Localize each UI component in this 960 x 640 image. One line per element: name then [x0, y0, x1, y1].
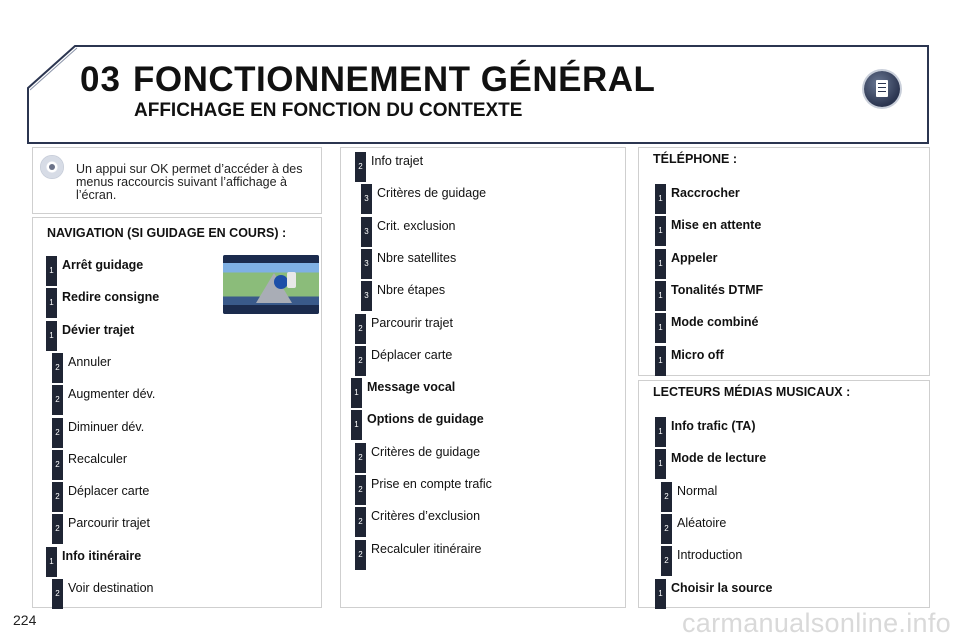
menu-item-label: Raccrocher [671, 186, 740, 200]
menu-item-label: Nbre satellites [377, 250, 457, 265]
menu-item-label: Mode combiné [671, 315, 759, 330]
menu-item [52, 450, 322, 480]
media-players-panel [638, 380, 930, 608]
menu-item [655, 249, 925, 279]
menu-level-badge: 1 [655, 346, 666, 376]
menu-item [355, 314, 625, 344]
menu-item-label: Diminuer dév. [68, 419, 145, 434]
menu-item-label: Augmenter dév. [68, 387, 156, 402]
menu-item [655, 184, 925, 214]
menu-item-label: Message vocal [367, 380, 456, 395]
menu-item [361, 281, 631, 311]
menu-item [52, 514, 322, 544]
menu-item [52, 482, 322, 512]
telephone-title: TÉLÉPHONE : [653, 152, 738, 166]
menu-item-label: Voir destination [68, 581, 154, 595]
menu-item-label: Critères d’exclusion [371, 509, 481, 524]
menu-level-badge: 1 [655, 417, 666, 447]
menu-item [355, 346, 625, 376]
menu-level-badge: 3 [361, 281, 372, 311]
menu-item-label: Annuler [68, 354, 112, 369]
menu-level-badge: 3 [361, 217, 372, 247]
menu-item-label: Déplacer carte [371, 347, 453, 362]
menu-item [46, 256, 316, 286]
menu-item [355, 540, 625, 570]
menu-item [52, 353, 322, 383]
chapter-number: 03 [80, 60, 121, 99]
menu-item [361, 249, 631, 279]
menu-level-badge: 2 [355, 152, 366, 182]
menu-item-label: Déplacer carte [68, 484, 150, 499]
menu-item [355, 475, 625, 505]
guidance-options-panel [340, 147, 626, 608]
menu-item-label: Parcourir trajet [371, 315, 453, 330]
tip-box [32, 147, 322, 214]
menu-level-badge: 1 [655, 449, 666, 479]
menu-item [46, 321, 316, 351]
chapter-title: FONCTIONNEMENT GÉNÉRAL [133, 60, 656, 99]
menu-level-badge: 2 [52, 418, 63, 448]
menu-item-label: Info itinéraire [62, 548, 142, 563]
menu-item [52, 579, 322, 609]
menu-item [355, 152, 625, 182]
menu-level-badge: 2 [52, 579, 63, 609]
menu-level-badge: 1 [46, 321, 57, 351]
menu-level-badge: 1 [351, 378, 362, 408]
menu-level-badge: 1 [46, 288, 57, 318]
menu-level-badge: 2 [355, 443, 366, 473]
menu-item [655, 313, 925, 343]
tip-text: Un appui sur OK permet d’accéder à des menus raccourcis suivant l’affichage à l’écran. [76, 162, 303, 202]
media-title: LECTEURS MÉDIAS MUSICAUX : [653, 385, 851, 399]
menu-level-badge: 1 [655, 313, 666, 343]
menu-item [655, 417, 925, 447]
menu-item-label: Mise en attente [671, 218, 762, 233]
book-icon [864, 71, 900, 107]
menu-item [355, 507, 625, 537]
menu-level-badge: 2 [52, 385, 63, 415]
menu-item-label: Critères de guidage [371, 444, 481, 459]
chapter-subtitle: AFFICHAGE EN FONCTION DU CONTEXTE [134, 100, 523, 121]
menu-level-badge: 3 [361, 184, 372, 214]
menu-item-label: Choisir la source [671, 580, 773, 595]
menu-item-label: Mode de lecture [671, 451, 767, 466]
menu-item-label: Dévier trajet [62, 322, 135, 337]
menu-item [655, 281, 925, 311]
menu-item-label: Recalculer [68, 451, 128, 466]
menu-item-label: Prise en compte trafic [371, 477, 492, 491]
menu-item-label: Crit. exclusion [377, 218, 456, 233]
menu-item-label: Critères de guidage [377, 186, 487, 201]
menu-item-label: Nbre étapes [377, 283, 446, 298]
menu-item [361, 184, 631, 214]
menu-level-badge: 2 [52, 514, 63, 544]
menu-level-badge: 2 [661, 482, 672, 512]
menu-level-badge: 2 [355, 475, 366, 505]
menu-item-label: Arrêt guidage [62, 258, 144, 272]
menu-level-badge: 1 [655, 216, 666, 246]
menu-level-badge: 2 [355, 507, 366, 537]
menu-level-badge: 2 [355, 314, 366, 344]
menu-item [355, 443, 625, 473]
menu-item [661, 482, 931, 512]
menu-level-badge: 1 [46, 547, 57, 577]
menu-level-badge: 2 [661, 546, 672, 576]
menu-level-badge: 2 [661, 514, 672, 544]
menu-level-badge: 2 [355, 540, 366, 570]
menu-level-badge: 1 [351, 410, 362, 440]
menu-level-badge: 2 [52, 482, 63, 512]
menu-item-label: Options de guidage [367, 412, 484, 427]
menu-level-badge: 1 [655, 281, 666, 311]
menu-item-label: Info trafic (TA) [671, 419, 756, 433]
menu-item-label: Appeler [671, 250, 718, 265]
watermark: carmanualsonline.info [682, 608, 951, 638]
menu-item-label: Info trajet [371, 154, 424, 168]
menu-item-label: Introduction [677, 548, 743, 563]
telephone-panel [638, 147, 930, 376]
menu-item [655, 579, 925, 609]
lightbulb-icon [40, 155, 64, 179]
menu-item-label: Recalculer itinéraire [371, 541, 482, 556]
menu-item-label: Redire consigne [62, 290, 160, 305]
menu-item [351, 378, 621, 408]
chapter-header [0, 0, 960, 150]
menu-item [661, 546, 931, 576]
menu-item [661, 514, 931, 544]
menu-level-badge: 1 [46, 256, 57, 286]
navigation-panel [32, 217, 322, 608]
menu-level-badge: 2 [52, 353, 63, 383]
menu-level-badge: 1 [655, 249, 666, 279]
menu-item [655, 449, 925, 479]
menu-item [655, 346, 925, 376]
menu-item-label: Micro off [671, 347, 724, 362]
menu-item-label: Aléatoire [677, 515, 727, 530]
page-number: 224 [13, 612, 37, 628]
menu-item [361, 217, 631, 247]
menu-level-badge: 2 [52, 450, 63, 480]
menu-item [46, 288, 316, 318]
menu-level-badge: 3 [361, 249, 372, 279]
menu-item [52, 385, 322, 415]
menu-item [46, 547, 316, 577]
navigation-title: NAVIGATION (SI GUIDAGE EN COURS) : [47, 226, 287, 240]
menu-level-badge: 1 [655, 579, 666, 609]
menu-item [655, 216, 925, 246]
menu-item [351, 410, 621, 440]
menu-level-badge: 1 [655, 184, 666, 214]
menu-level-badge: 2 [355, 346, 366, 376]
menu-item [52, 418, 322, 448]
menu-item-label: Parcourir trajet [68, 516, 150, 531]
menu-item-label: Normal [677, 483, 718, 498]
menu-item-label: Tonalités DTMF [671, 282, 764, 297]
